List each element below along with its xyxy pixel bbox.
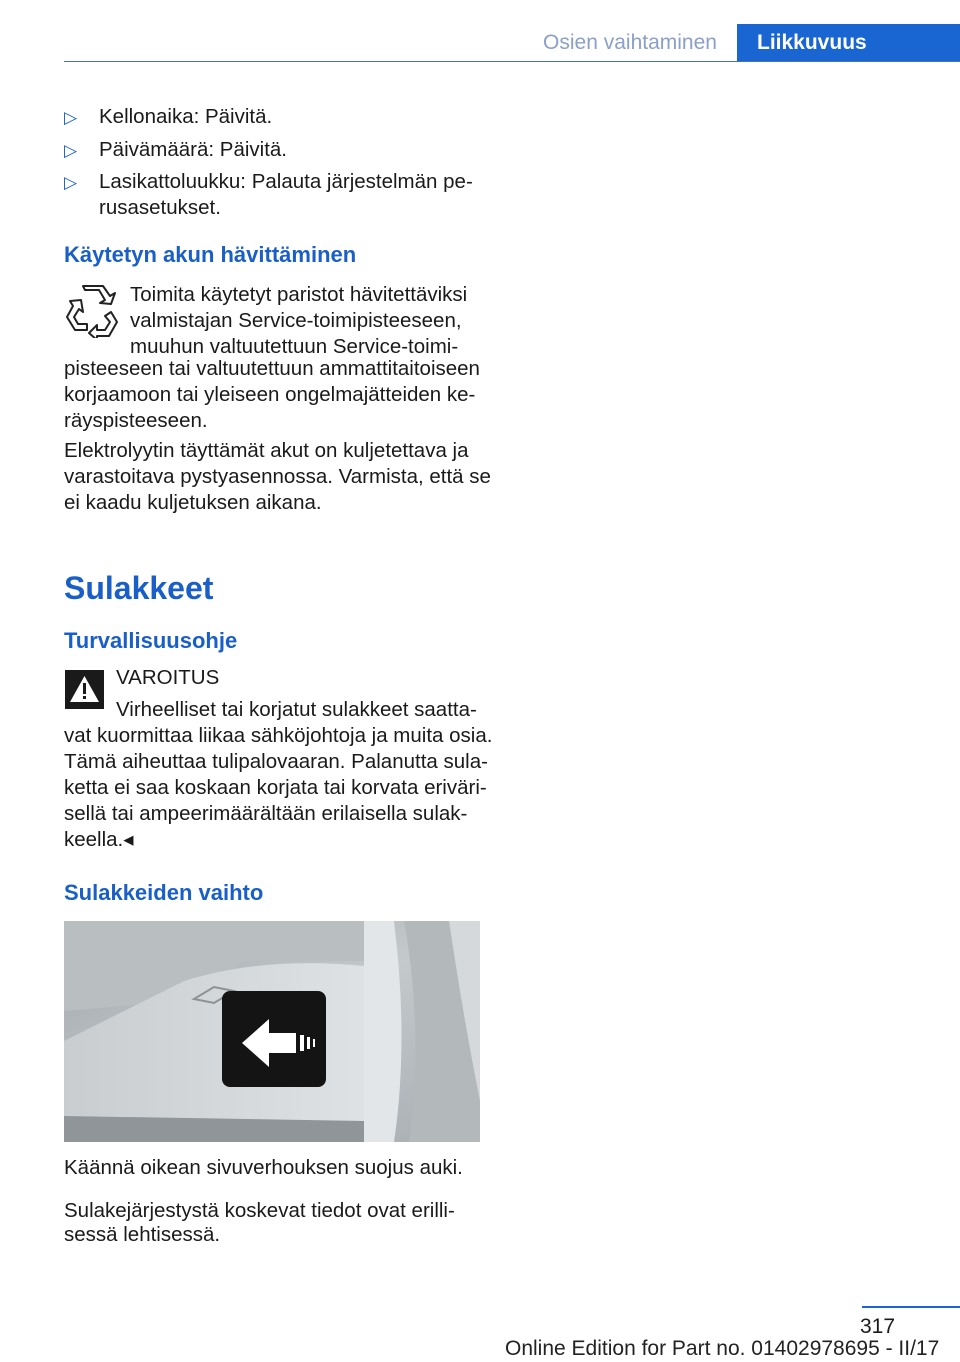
fuses-title: Sulakkeet [64,570,214,606]
edition-note: Online Edition for Part no. 01402978695 - II/17 [505,1337,940,1360]
safety-heading: Turvallisuusohje [64,628,238,653]
header-section: Osien vaihtaminen [543,31,717,54]
footer-rule [862,1306,960,1308]
warning-text-line: ketta ei saa koskaan korjata tai korvata eriväri- [64,776,487,799]
battery-text-line: Toimita käytetyt paristot hävitettäviksi [130,283,468,306]
bullet-item: Kellonaika: Päivitä. [99,105,273,128]
replace-heading: Sulakkeiden vaihto [64,880,264,905]
battery-text-line: muuhun valtuutettuun Service-toimi- [130,335,459,358]
electrolyte-text-line: ei kaadu kuljetuksen aikana. [64,491,322,514]
trim-panel-photo [64,921,480,1142]
warning-text-line: vat kuormittaa liikaa sähköjohtoja ja muita osia. [64,724,493,747]
header-rule [64,61,960,62]
triangle-bullet-icon: ▷ [64,108,78,127]
battery-text-line: räyspisteeseen. [64,409,208,432]
triangle-bullet-icon: ▷ [64,173,78,192]
battery-text-line: valmistajan Service-toimipisteeseen, [130,309,462,332]
bullet-item: Päivämäärä: Päivitä. [99,138,288,161]
triangle-bullet-icon: ▷ [64,141,78,160]
battery-heading: Käytetyn akun hävittäminen [64,242,357,267]
warning-label: VAROITUS [116,666,220,689]
photo-caption: Käännä oikean sivuverhouksen suojus auki. [64,1156,463,1179]
recycle-icon [65,284,119,338]
warning-text-line: Tämä aiheuttaa tulipalovaaran. Palanutta sula- [64,750,488,773]
battery-text-line: pisteeseen tai valtuutettuun ammattitaitoiseen [64,357,480,380]
page-number: 317 [860,1315,896,1338]
bullet-item: Lasikattoluukku: Palauta järjestelmän pe- [99,170,473,193]
electrolyte-text-line: varastoitava pystyasennossa. Varmista, että se [64,465,491,488]
warning-triangle-icon [65,670,104,709]
warning-text-line: Virheelliset tai korjatut sulakkeet saatta- [116,698,477,721]
electrolyte-text-line: Elektrolyytin täyttämät akut on kuljetettava ja [64,439,469,462]
warning-text-line: sellä tai ampeerimäärältään erilaisella sulak- [64,802,468,825]
note-text-line: Sulakejärjestystä koskevat tiedot ovat erilli- [64,1199,455,1222]
warning-text-line: keella.◂ [64,828,134,851]
header-chapter-tab: Liikkuvuus [737,24,960,62]
note-text-line: sessä lehtisessä. [64,1223,221,1246]
battery-text-line: korjaamoon tai yleiseen ongelmajätteiden ke- [64,383,476,406]
bullet-item-continued: rusasetukset. [99,196,221,219]
